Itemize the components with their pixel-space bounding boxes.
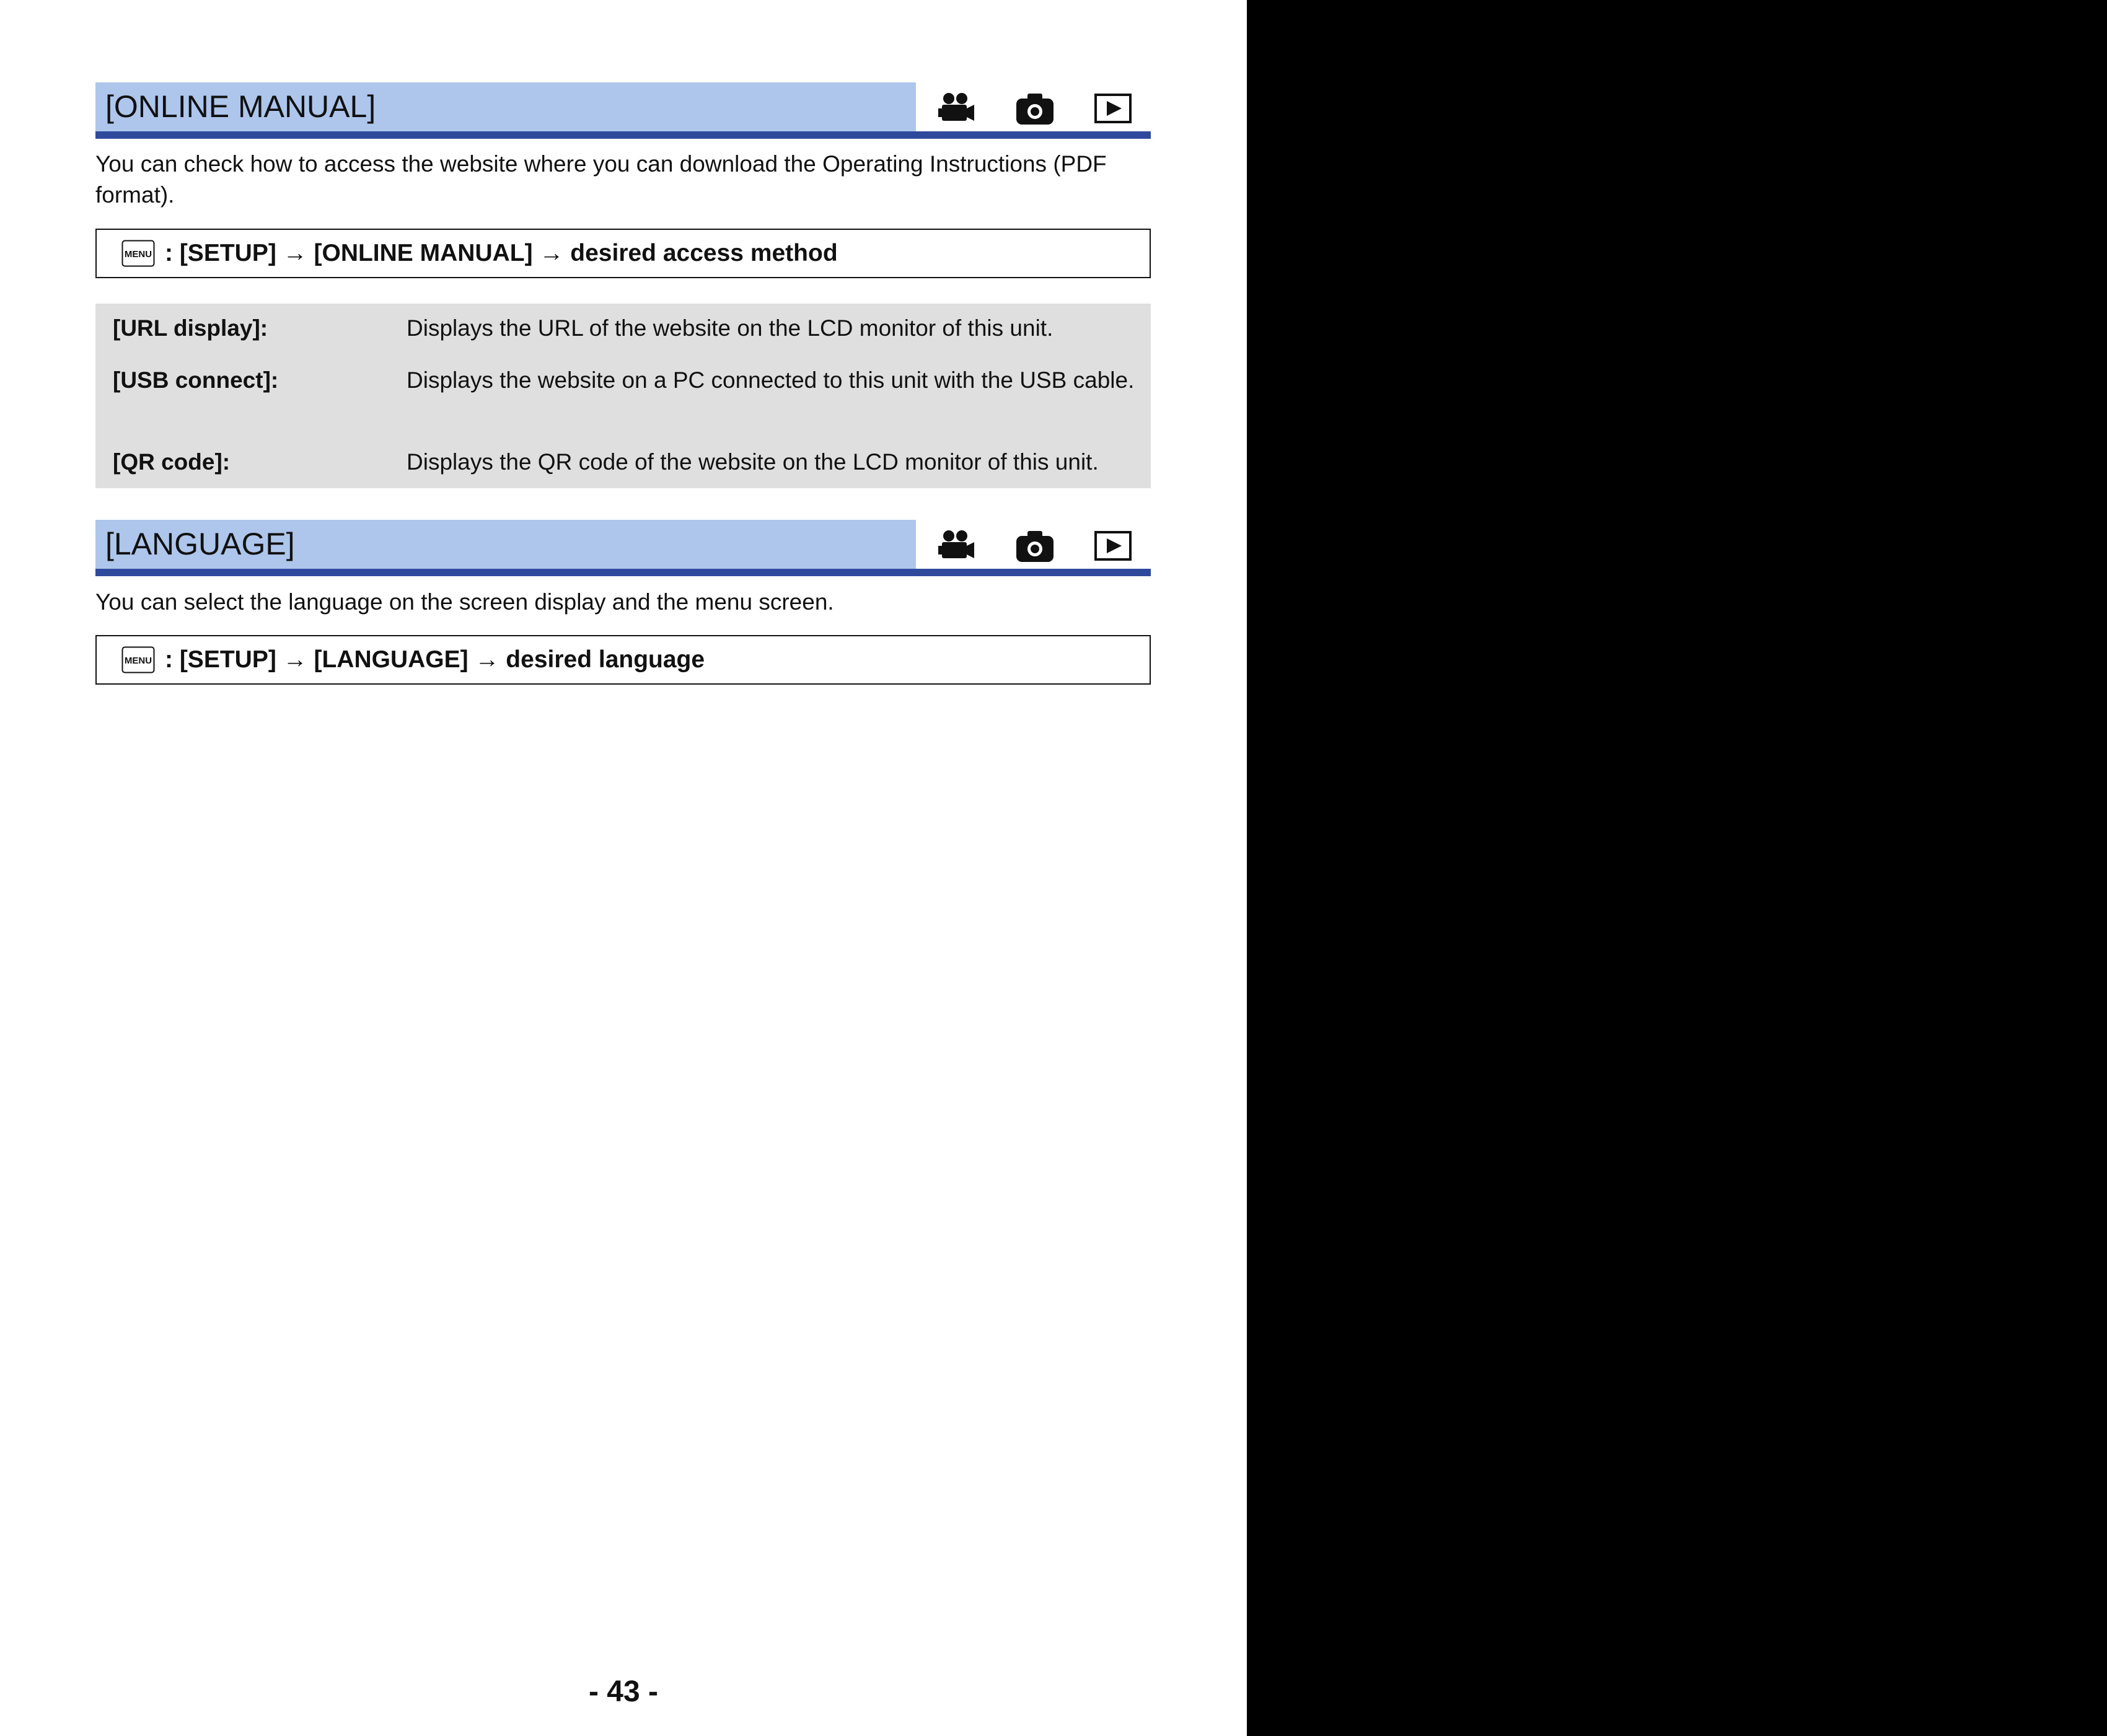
option-label: [URL display]: xyxy=(113,315,268,341)
online-manual-description: You can check how to access the website where you can download the Operating Instructions (PDF format). xyxy=(95,151,1107,208)
header-rule xyxy=(95,569,1151,576)
option-description: Displays the website on a PC connected to this unit with the USB cable. xyxy=(407,367,1135,393)
online-manual-header xyxy=(95,82,1151,139)
option-label: [USB connect]: xyxy=(113,367,279,393)
header-rule xyxy=(95,131,1151,139)
menu-key-icon xyxy=(121,646,155,673)
still-camera-icon xyxy=(1015,91,1055,126)
access-method-table xyxy=(95,304,1151,488)
language-header xyxy=(95,520,1151,576)
still-camera-icon xyxy=(1015,528,1055,563)
menu-key-icon xyxy=(121,240,155,267)
section-title: [LANGUAGE] xyxy=(105,527,295,561)
header-title-bar xyxy=(95,82,916,131)
playback-icon xyxy=(1093,91,1133,126)
playback-icon xyxy=(1093,528,1133,563)
svg-text:MENU: MENU xyxy=(124,249,152,260)
section-title: [ONLINE MANUAL] xyxy=(105,89,376,124)
header-title-bar xyxy=(95,520,916,569)
menu-path-text: : [SETUP] → [ONLINE MANUAL] → desired access method xyxy=(165,240,838,266)
video-camera-icon xyxy=(937,91,977,126)
svg-text:MENU: MENU xyxy=(124,655,152,666)
page-number: - 43 - xyxy=(588,1675,659,1708)
option-description: Displays the QR code of the website on the LCD monitor of this unit. xyxy=(407,449,1099,475)
video-camera-icon xyxy=(937,528,977,563)
option-description: Displays the URL of the website on the LCD monitor of this unit. xyxy=(407,315,1054,341)
online-manual-menu-path xyxy=(95,229,1151,278)
mode-icons xyxy=(937,82,1151,131)
blank-black-panel xyxy=(1247,0,2107,1736)
language-menu-path xyxy=(95,635,1151,685)
language-description: You can select the language on the screen display and the menu screen. xyxy=(95,589,834,615)
mode-icons xyxy=(937,520,1151,569)
option-label: [QR code]: xyxy=(113,449,231,475)
menu-path-text: : [SETUP] → [LANGUAGE] → desired language xyxy=(165,646,705,673)
